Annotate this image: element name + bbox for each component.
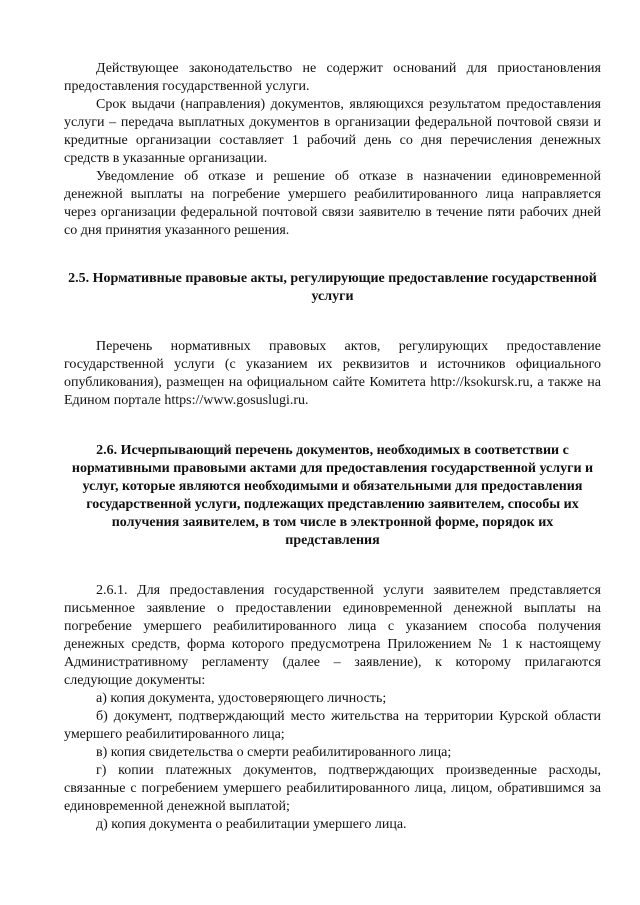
list-item: д) копия документа о реабилитации умершего лица. [96, 817, 407, 832]
list-item: а) копия документа, удостоверяющего личность; [96, 691, 387, 706]
spacer [64, 410, 601, 442]
section-heading-2-5: 2.5. Нормативные правовые акты, регулирующие предоставление государственной услуги [68, 271, 597, 304]
list-item: в) копия свидетельства о смерти реабилитированного лица; [96, 745, 452, 760]
paragraph-2-6-1: 2.6.1. Для предоставления государственной услуги заявителем представляется письменное заявление о предоставлении единовременной денежной выплаты на погребение умершего реабилитированного лица с указанием способа получения денежных средств, форма которого предусмотрена Приложением № 1 к настоящему Административному регламенту (далее – заявление), к которому прилагаются следующие документы: [64, 583, 601, 688]
document-page [64, 60, 601, 834]
paragraph-refusal-notice: Уведомление об отказе и решение об отказе в назначении единовременной денежной выплаты на погребение умершего реабилитированного лица направляется через организации федеральной почтовой связи заявителю в течение пяти рабочих дней со дня принятия указанного решения. [64, 169, 601, 238]
paragraph-no-suspension: Действующее законодательство не содержит оснований для приостановления предоставления государственной услуги. [64, 61, 601, 94]
section-heading-2-6: 2.6. Исчерпывающий перечень документов, необходимых в соответствии с нормативными правовыми актами для предоставления государственной услуги и услуг, которые являются необходимыми и обязательными для предоставления государственной услуги, подлежащих представлению заявителем, способы их получения заявителем, в том числе в электронной форме, порядок их представления [71, 443, 594, 548]
spacer [64, 240, 601, 270]
list-item: г) копии платежных документов, подтверждающих произведенные расходы, связанные с погребением умершего реабилитированного лица, лицом, обратившимся за единовременной денежной выплатой; [64, 763, 601, 814]
spacer [64, 306, 601, 338]
list-item: б) документ, подтверждающий место жительства на территории Курской области умершего реабилитированного лица; [64, 709, 601, 742]
spacer [64, 550, 601, 582]
paragraph-issue-period: Срок выдачи (направления) документов, являющихся результатом предоставления услуги – передача выплатных документов в организации федеральной почтовой связи и кредитные организации составляет 1 рабочий день со дня перечисления денежных средств в указанные организации. [64, 97, 601, 166]
paragraph-legal-acts: Перечень нормативных правовых актов, регулирующих предоставление государственной услуги (с указанием их реквизитов и источников официального опубликования), размещен на официальном сайте Комитета http://ksokursk.ru, а также на Едином портале https://www.gosuslugi.ru. [64, 339, 601, 408]
